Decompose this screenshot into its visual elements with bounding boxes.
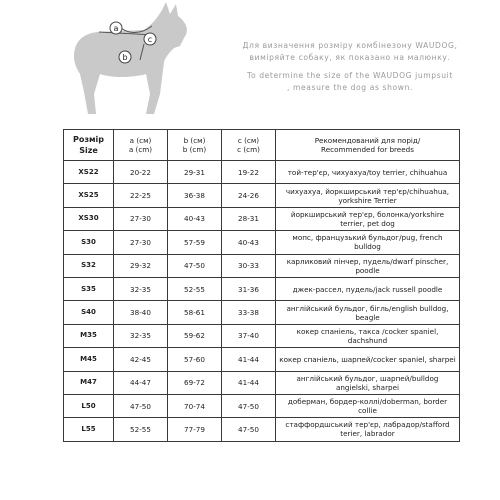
measure-c-cell: 31-36 (222, 277, 276, 300)
size-cell: M47 (64, 371, 114, 394)
svg-text:c: c (147, 35, 153, 44)
table-header-row (64, 130, 460, 161)
breeds-cell: доберман, бордер-коллі/doberman, border collie (276, 394, 460, 417)
table-body (64, 161, 460, 442)
header-breeds: Рекомендований для порід/ Recommended for breeds (276, 130, 460, 161)
measure-c-cell: 37-40 (222, 324, 276, 347)
breeds-cell: кокер спаніель, шарпей/cocker spaniel, sharpei (276, 348, 460, 371)
breeds-cell: стаффордшський тер'єр, лабрадор/stafford terier, labrador (276, 418, 460, 441)
measure-c-cell: 19-22 (222, 161, 276, 184)
measure-c-cell: 47-50 (222, 418, 276, 441)
measure-b-cell: 70-74 (168, 394, 222, 417)
measure-a-cell: 42-45 (114, 348, 168, 371)
header-c: c (см) c (cm) (222, 130, 276, 161)
size-cell: S32 (64, 254, 114, 277)
breeds-cell: джек-рассел, пудель/jack russell poodle (276, 277, 460, 300)
dog-measurement-diagram (52, 2, 202, 127)
size-cell: XS22 (64, 161, 114, 184)
instructions-ukrainian: Для визначення розміру комбінезону WAUDOG, виміряйте собаку, як показано на малюнку. (242, 41, 458, 62)
breeds-cell: англійський бульдог, шарпей/bulldog angielski, sharpei (276, 371, 460, 394)
measure-b-cell: 69-72 (168, 371, 222, 394)
measure-a-cell: 22-25 (114, 184, 168, 207)
breeds-cell: чихуахуа, йоркширський тер'єр/chihuahua, yorkshire Terrier (276, 184, 460, 207)
size-cell: L50 (64, 394, 114, 417)
measure-a-cell: 32-35 (114, 324, 168, 347)
table-row (64, 394, 460, 417)
size-cell: XS25 (64, 184, 114, 207)
measure-a-cell: 44-47 (114, 371, 168, 394)
breeds-cell: той-тер'єр, чихуахуа/toy terrier, chihuahua (276, 161, 460, 184)
measure-a-cell: 27-30 (114, 231, 168, 254)
measure-a-cell: 29-32 (114, 254, 168, 277)
measure-a-cell: 32-35 (114, 277, 168, 300)
size-cell: S35 (64, 277, 114, 300)
measure-a-cell: 38-40 (114, 301, 168, 324)
measure-b-cell: 59-62 (168, 324, 222, 347)
table-row (64, 371, 460, 394)
table-row (64, 301, 460, 324)
measure-c-cell: 40-43 (222, 231, 276, 254)
measure-a-cell: 47-50 (114, 394, 168, 417)
measure-c-cell: 30-33 (222, 254, 276, 277)
table-row (64, 161, 460, 184)
measurement-header (0, 0, 500, 125)
table-row (64, 254, 460, 277)
size-cell: XS30 (64, 207, 114, 230)
size-cell: S40 (64, 301, 114, 324)
table-row (64, 348, 460, 371)
measure-a-cell: 52-55 (114, 418, 168, 441)
measure-a-cell: 27-30 (114, 207, 168, 230)
header-size: Розмір Size (64, 130, 114, 161)
breeds-cell: кокер спаніель, такса /cocker spaniel, dachshund (276, 324, 460, 347)
measure-c-cell: 47-50 (222, 394, 276, 417)
header-b: b (см) b (cm) (168, 130, 222, 161)
measure-c-cell: 24-26 (222, 184, 276, 207)
measure-c-cell: 41-44 (222, 348, 276, 371)
size-chart-table (63, 129, 460, 442)
size-cell: L55 (64, 418, 114, 441)
table-row (64, 418, 460, 441)
size-cell: M35 (64, 324, 114, 347)
size-cell: M45 (64, 348, 114, 371)
table-row (64, 324, 460, 347)
breeds-cell: англійський бульдог, бігль/english bulldog, beagle (276, 301, 460, 324)
marker-c (144, 33, 156, 45)
table-row (64, 184, 460, 207)
marker-a (110, 22, 122, 34)
measure-b-cell: 57-59 (168, 231, 222, 254)
header-a: a (см) a (cm) (114, 130, 168, 161)
measurement-instructions (205, 40, 495, 100)
measure-c-cell: 33-38 (222, 301, 276, 324)
table-row (64, 277, 460, 300)
marker-b (119, 51, 131, 63)
size-cell: S30 (64, 231, 114, 254)
breeds-cell: йоркширський тер'єр, болонка/yorkshire terrier, pet dog (276, 207, 460, 230)
breeds-cell: карликовий пінчер, пудель/dwarf pinscher, poodle (276, 254, 460, 277)
measure-b-cell: 77-79 (168, 418, 222, 441)
measure-b-cell: 36-38 (168, 184, 222, 207)
measure-c-cell: 28-31 (222, 207, 276, 230)
table-row (64, 231, 460, 254)
breeds-cell: мопс, французький бульдог/pug, french bulldog (276, 231, 460, 254)
table-row (64, 207, 460, 230)
measure-b-cell: 57-60 (168, 348, 222, 371)
measure-a-cell: 20-22 (114, 161, 168, 184)
measure-c-cell: 41-44 (222, 371, 276, 394)
svg-text:a: a (113, 24, 119, 33)
measure-b-cell: 40-43 (168, 207, 222, 230)
measure-b-cell: 47-50 (168, 254, 222, 277)
measure-b-cell: 52-55 (168, 277, 222, 300)
measure-b-cell: 29-31 (168, 161, 222, 184)
measure-b-cell: 58-61 (168, 301, 222, 324)
instructions-english: To determine the size of the WAUDOG jumpsuit , measure the dog as shown. (247, 71, 453, 92)
svg-text:b: b (122, 53, 128, 62)
